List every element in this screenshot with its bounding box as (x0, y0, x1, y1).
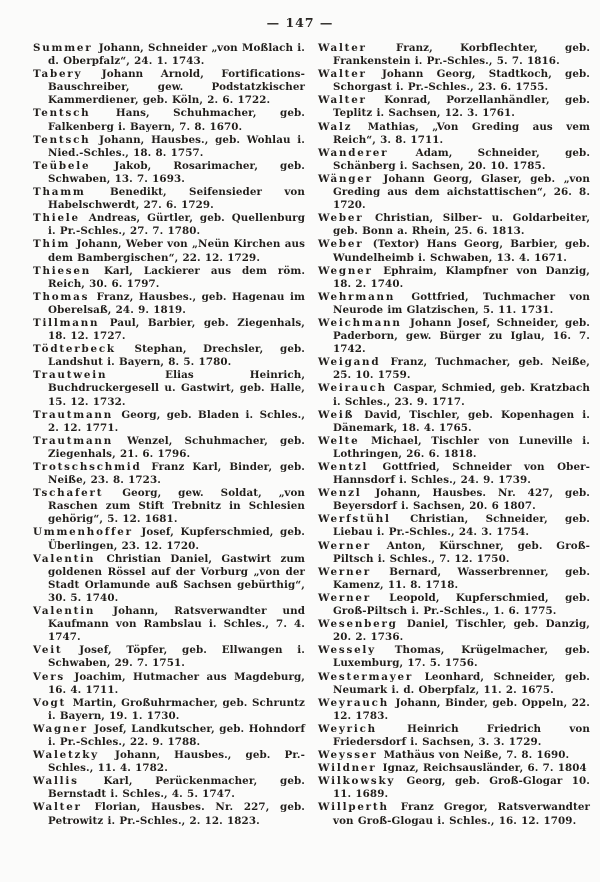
entry-surname: Wagner (33, 722, 88, 735)
entry-surname: Tentsch (33, 133, 91, 146)
entry-surname: Weirauch (318, 382, 387, 395)
entry-surname: Tillmann (33, 316, 100, 329)
register-entry (33, 671, 305, 697)
entry-details: Caspar, Schmied, geb. Kratzbach i. Schles., 23. 9. 1717. (333, 382, 590, 408)
entry-details: Leopold, Kupferschmied, geb. Groß-Piltsch i. Pr.-Schles., 1. 6. 1775. (333, 591, 590, 618)
entry-surname: Westermayer (318, 670, 414, 683)
register-entry (33, 435, 305, 461)
entry-details: Franz, Korbflechter, geb. Frankenstein i. Pr.-Schles., 5. 7. 1816. (333, 42, 590, 68)
entry-surname: Walter (318, 94, 367, 107)
entry-surname: Vogt (33, 696, 67, 709)
entry-surname: Teübele (33, 159, 91, 172)
register-entry (318, 94, 590, 120)
left-column (33, 42, 305, 828)
entry-surname: Waletzky (33, 749, 99, 762)
register-entry (318, 121, 590, 147)
register-entry (318, 382, 590, 408)
register-entry (33, 317, 305, 343)
entry-details: David, Tischler, geb. Kopenhagen i. Dänemark, 18. 4. 1765. (333, 408, 590, 434)
entry-details: Georg, geb. Bladen i. Schles., 2. 12. 1771. (48, 408, 305, 434)
entry-details: Mathias, „Von Greding aus vem Reich“, 3. 8. 1711. (333, 120, 590, 146)
entry-details: Mathäus von Neiße, 7. 8. 1690. (379, 749, 570, 762)
entry-surname: Trautwein (33, 369, 108, 382)
register-entry (33, 801, 305, 827)
entry-surname: Tabery (33, 68, 83, 81)
entry-surname: Welte (318, 434, 360, 447)
entry-surname: Weysser (318, 749, 378, 762)
entry-details: Martin, Großuhrmacher, geb. Schruntz i. Bayern, 19. 1. 1730. (48, 696, 305, 722)
register-entry (318, 212, 590, 238)
register-entry (318, 723, 590, 749)
register-entry (33, 526, 305, 552)
entry-surname: Werner (318, 539, 371, 552)
register-entry (33, 291, 305, 317)
entry-details: Christian, Silber- u. Goldarbeiter, geb. Bonn a. Rhein, 25. 6. 1813. (333, 212, 590, 238)
register-entry (33, 487, 305, 526)
entry-details: Elias Heinrich, Buchdruckergesell u. Gastwirt, geb. Halle, 15. 12. 1732. (48, 369, 305, 408)
entry-details: Wenzel, Schuhmacher, geb. Ziegenhals, 21. 6. 1796. (48, 434, 305, 460)
entry-surname: Walter (318, 42, 367, 54)
entry-surname: Wallis (33, 775, 79, 788)
two-column-text-block (0, 30, 600, 828)
register-entry (318, 618, 590, 644)
entry-details: Michael, Tischler von Luneville i. Lothringen, 26. 6. 1818. (333, 434, 590, 460)
entry-surname: Wesenberg (318, 618, 398, 631)
entry-details: Franz, Tuchmacher, geb. Neiße, 25. 10. 1759. (333, 356, 590, 382)
entry-details: Johann Georg, Stadtkoch, geb. Schorgast i. Pr.-Schles., 23. 6. 1755. (333, 68, 590, 94)
entry-surname: Valentin (33, 605, 96, 618)
entry-details: Johann, Weber von „Neün Kirchen aus dem Bambergischen“, 22. 12. 1729. (48, 238, 305, 264)
entry-details: Daniel, Tischler, geb. Danzig, 20. 2. 1736. (333, 618, 590, 644)
entry-surname: Wessely (318, 644, 376, 657)
entry-surname: Wenzl (318, 487, 362, 500)
entry-details: Bernard, Wasserbrenner, geb. Kamenz, 11. 8. 1718. (333, 565, 590, 591)
entry-details: Johann, Binder, geb. Oppeln, 22. 12. 1783. (333, 696, 590, 722)
register-entry (33, 238, 305, 264)
register-entry (33, 644, 305, 670)
entry-details: Franz, Hausbes., geb. Hagenau im Oberelsaß, 24. 9. 1819. (48, 290, 305, 316)
entry-details: Johann, Hausbes., geb. Wohlau i. Nied.-Schles., 18. 8. 1757. (48, 133, 305, 159)
entry-surname: Thiele (33, 212, 80, 225)
entry-surname: Weyrauch (318, 696, 389, 709)
entry-details: Franz Gregor, Ratsverwandter von Groß-Glogau i. Schles., 16. 12. 1709. (333, 801, 590, 827)
entry-surname: Thim (33, 238, 71, 251)
entry-surname: Weyrich (318, 722, 377, 735)
register-entry (33, 723, 305, 749)
register-entry (318, 68, 590, 94)
entry-surname: Trotschschmid (33, 461, 142, 473)
entry-surname: Thiesen (33, 264, 92, 277)
entry-surname: Tödterbeck (33, 343, 116, 356)
entry-details: Johann, Schneider „von Moßlach i. d. Oberpfalz“, 24. 1. 1743. (48, 42, 305, 68)
entry-surname: Wehrmann (318, 290, 396, 303)
register-entry (33, 42, 305, 68)
entry-surname: Weigand (318, 356, 381, 369)
page-number: — 147 — (266, 15, 334, 30)
entry-details: Johann, Hausbes., geb. Pr.-Schles., 11. 4. 1782. (48, 749, 305, 775)
register-entry (318, 749, 590, 762)
entry-details: Josef, Landkutscher, geb. Hohndorf i. Pr.-Schles., 22. 9. 1788. (48, 722, 305, 748)
entry-details: Christian, Schneider, geb. Liebau i. Pr.-Schles., 24. 3. 1754. (333, 513, 590, 539)
entry-surname: Valentin (33, 552, 96, 565)
register-entry (33, 134, 305, 160)
register-entry (33, 186, 305, 212)
register-entry (33, 553, 305, 605)
entry-details: Gottfried, Tuchmacher von Neurode im Glatzischen, 5. 11. 1731. (333, 290, 590, 316)
register-entry (318, 42, 590, 68)
entry-details: Joachim, Hutmacher aus Magdeburg, 16. 4. 1711. (48, 670, 305, 696)
register-entry (33, 265, 305, 291)
register-entry (318, 644, 590, 670)
entry-details: Johann Georg, Glaser, geb. „von Greding aus dem aichstattischen“, 26. 8. 1720. (333, 172, 590, 212)
register-entry (318, 173, 590, 212)
entry-details: Heinrich Friedrich von Friedersdorf i. Sachsen, 3. 3. 1729. (333, 722, 590, 748)
entry-surname: Tentsch (33, 107, 91, 120)
entry-surname: Werner (318, 591, 371, 604)
register-entry (318, 317, 590, 356)
entry-details: Thomas, Krügelmacher, geb. Luxemburg, 17. 5. 1756. (333, 644, 590, 670)
entry-details: (Textor) Hans Georg, Barbier, geb. Wundelheimb i. Schwaben, 13. 4. 1671. (333, 238, 590, 264)
register-entry (33, 68, 305, 107)
entry-details: Adam, Schneider, geb. Schänberg i. Sachsen, 20. 10. 1785. (333, 146, 590, 172)
register-entry (33, 775, 305, 801)
entry-details: Christian Daniel, Gastwirt zum goldenen Rössel auf der Vorburg „von der Stadt Orlamunde auß Sachsen gebürthig“, 30. 5. 1740. (48, 552, 305, 604)
entry-surname: Weichmann (318, 316, 402, 329)
entry-surname: Trautmann (33, 408, 113, 421)
register-entry (318, 592, 590, 618)
entry-details: Hans, Schuhmacher, geb. Falkenberg i. Bayern, 7. 8. 1670. (48, 107, 305, 133)
entry-details: Anton, Kürschner, geb. Groß-Piltsch i. Schles., 7. 12. 1750. (333, 539, 590, 565)
entry-surname: Werner (318, 565, 371, 578)
entry-surname: Walter (318, 68, 367, 81)
register-entry (318, 461, 590, 487)
entry-details: Benedikt, Seifensieder von Habelschwerdt, 27. 6. 1729. (48, 186, 305, 212)
register-entry (33, 343, 305, 369)
entry-details: Jakob, Rosarimacher, geb. Schwaben, 13. 7. 1693. (48, 159, 305, 185)
entry-surname: Vers (33, 670, 66, 683)
register-entry (33, 160, 305, 186)
register-entry (33, 107, 305, 133)
entry-details: Leonhard, Schneider, geb. Neumark i. d. Oberpfalz, 11. 2. 1675. (333, 670, 590, 696)
entry-surname: Wanderer (318, 146, 389, 159)
register-entry (318, 697, 590, 723)
entry-details: Karl, Perückenmacher, geb. Bernstadt i. Schles., 4. 5. 1747. (48, 775, 305, 801)
register-entry (318, 671, 590, 697)
register-entry (318, 409, 590, 435)
entry-surname: Weber (318, 238, 364, 251)
entry-surname: Werfstühl (318, 513, 391, 526)
entry-surname: Walz (318, 120, 353, 133)
entry-surname: Wänger (318, 172, 373, 185)
entry-surname: Trautmann (33, 434, 113, 447)
register-entry (318, 775, 590, 801)
register-entry (318, 291, 590, 317)
entry-details: Konrad, Porzellanhändler, geb. Teplitz i. Sachsen, 12. 3. 1761. (333, 94, 590, 120)
entry-surname: Wilkowsky (318, 775, 396, 788)
register-entry (318, 801, 590, 827)
entry-details: Josef, Kupferschmied, geb. Überlingen, 23. 12. 1720. (48, 526, 305, 552)
register-entry (318, 762, 590, 775)
entry-details: Florian, Hausbes. Nr. 227, geb. Petrowitz i. Pr.-Schles., 2. 12. 1823. (48, 801, 305, 827)
entry-surname: Walter (33, 801, 82, 814)
entry-details: Andreas, Gürtler, geb. Quellenburg i. Pr.-Schles., 27. 7. 1780. (48, 212, 305, 238)
entry-details: Ephraim, Klampfner von Danzig, 18. 2. 1740. (333, 264, 590, 290)
entry-surname: Weber (318, 212, 364, 225)
right-column (318, 42, 590, 828)
entry-surname: Summer (33, 42, 93, 54)
register-entry (318, 540, 590, 566)
entry-surname: Wentzl (318, 461, 369, 473)
entry-details: Franz Karl, Binder, geb. Neiße, 23. 8. 1723. (48, 461, 305, 487)
entry-details: Georg, gew. Soldat, „von Raschen zum Stift Trebnitz in Schlesien gehörig“, 5. 12. 1681. (48, 487, 305, 526)
entry-surname: Wegner (318, 264, 373, 277)
register-entry (33, 749, 305, 775)
register-entry (318, 238, 590, 264)
register-entry (33, 461, 305, 487)
entry-surname: Thamm (33, 186, 86, 199)
entry-details: Johann Josef, Schneider, geb. Paderborn, gew. Bürger zu Iglau, 16. 7. 1742. (333, 316, 590, 356)
entry-surname: Wildner (318, 762, 377, 775)
register-entry (318, 356, 590, 382)
register-entry (318, 435, 590, 461)
entry-details: Georg, geb. Groß-Glogar 10. 11. 1689. (333, 775, 590, 801)
entry-surname: Tschafert (33, 487, 104, 500)
entry-details: Karl, Lackierer aus dem röm. Reich, 30. 6. 1797. (48, 264, 305, 290)
register-entry (33, 605, 305, 644)
entry-details: Paul, Barbier, geb. Ziegenhals, 18. 12. 1727. (48, 316, 305, 343)
entry-details: Johann, Ratsverwandter und Kaufmann von Rambslau i. Schles., 7. 4. 1747. (48, 605, 305, 644)
entry-details: Josef, Töpfer, geb. Ellwangen i. Schwaben, 29. 7. 1751. (48, 644, 305, 670)
entry-details: Gottfried, Schneider von Ober-Hannsdorf i. Schles., 24. 9. 1739. (333, 461, 590, 487)
entry-details: Johann, Hausbes. Nr. 427, geb. Beyersdorf i. Sachsen, 20. 6 1807. (333, 487, 590, 513)
register-entry (33, 212, 305, 238)
entry-details: Stephan, Drechsler, geb. Landshut i. Bayern, 8. 5. 1780. (48, 343, 305, 369)
register-entry (33, 697, 305, 723)
register-entry (318, 566, 590, 592)
entry-surname: Ummenhoffer (33, 526, 133, 539)
register-entry (318, 265, 590, 291)
register-entry (318, 487, 590, 513)
entry-surname: Willperth (318, 801, 389, 814)
register-entry (33, 409, 305, 435)
entry-surname: Veit (33, 644, 63, 657)
register-entry (33, 369, 305, 408)
entry-surname: Thomas (33, 290, 90, 303)
register-entry (318, 513, 590, 539)
entry-surname: Weiß (318, 408, 355, 421)
entry-details: Ignaz, Reichsausländer, 6. 7. 1804 (378, 762, 587, 775)
register-entry (318, 147, 590, 173)
entry-details: Johann Arnold, Fortifications-Bauschreiber, gew. Podstatzkischer Kammerdiener, geb. Köln, 2. 6. 1722. (48, 68, 305, 107)
